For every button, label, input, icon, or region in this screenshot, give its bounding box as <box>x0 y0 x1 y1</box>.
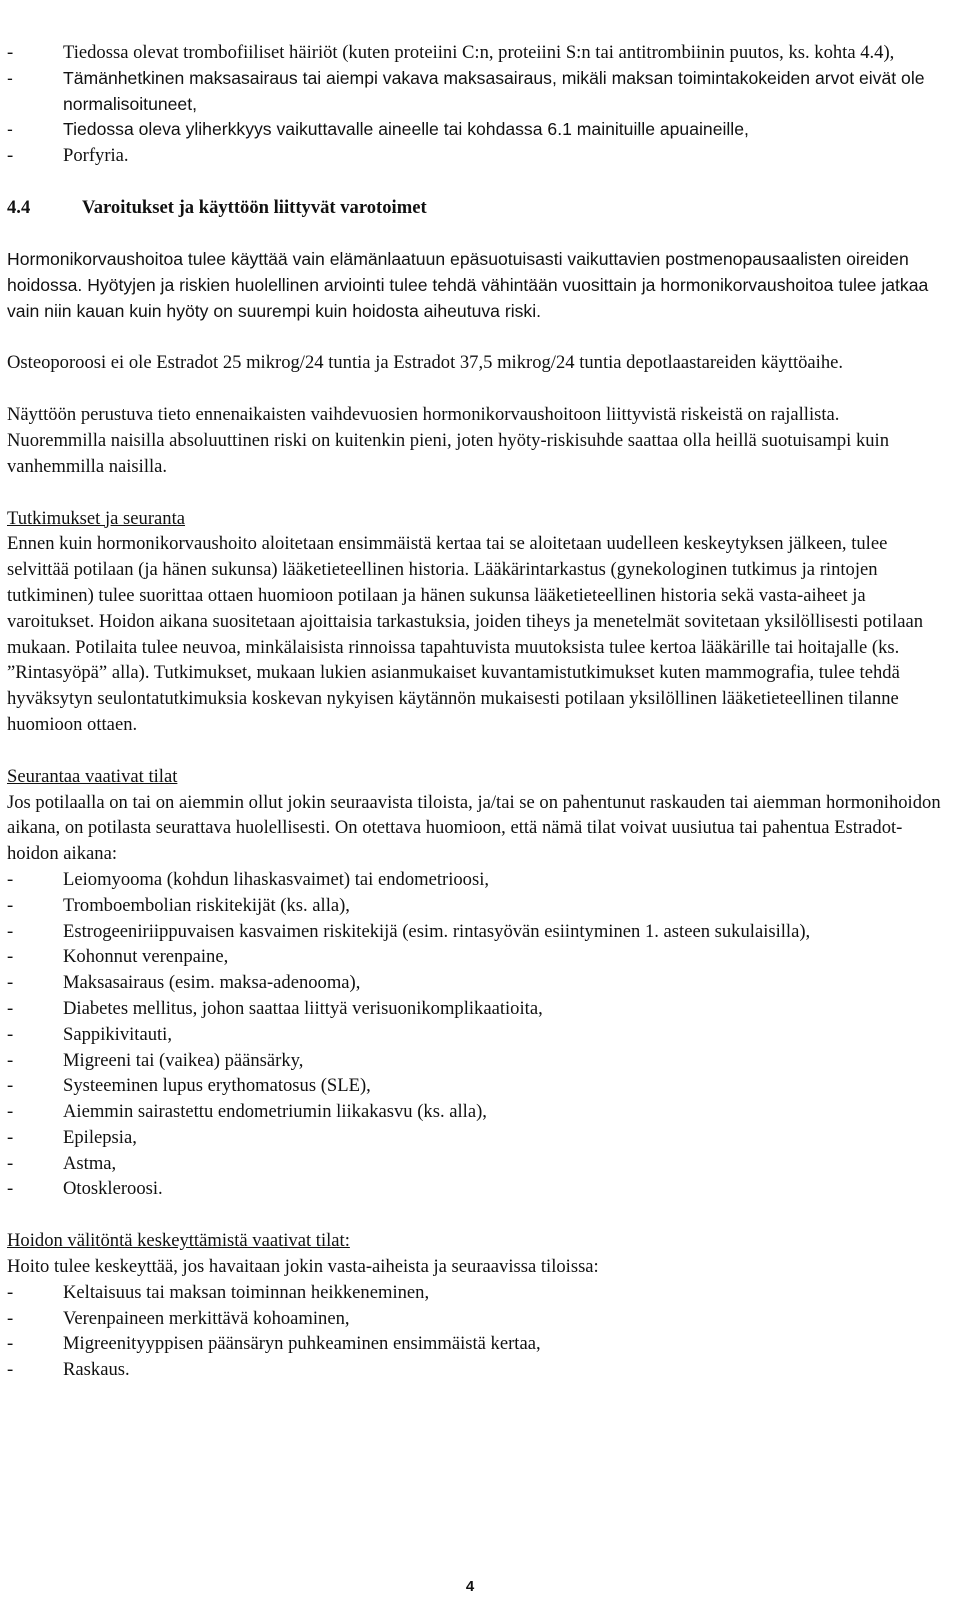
paragraph: Hormonikorvaushoitoa tulee käyttää vain elämänlaatuun epäsuotuisasti vaikuttavien postmenopausaalisten oireiden hoidossa. Hyötyjen ja riskien huolellinen arviointi tulee tehdä vähintään vuosittain ja hormonikorvaushoitoa tulee jatkaa vain niin kauan kuin hyöty on suurempi kuin hoidosta aiheutuva riski. <box>7 248 929 321</box>
paragraph: Ennen kuin hormonikorvaushoito aloitetaan ensimmäistä kertaa tai se aloitetaan uudelleen keskeytyksen jälkeen, tulee selvittää potilaan (ja hänen sukunsa) lääketieteellinen historia. Lääkärintarkastus (gynekologinen tutkimus ja rintojen tutkiminen) tulee suorittaa ottaen huomioon potilaan ja hänen sukunsa lääketieteellinen historia sekä vasta-aiheet ja varoitukset. Hoidon aikana suositetaan ajoittaisia tarkastuksia, joiden tiheys ja menetelmät sovitetaan yksilöllisesti potilaan mukaan. Potilaita tulee neuvoa, minkälaisista rinnoissa tapahtuvista muutoksista tulee kertoa lääkärille tai hoitajalle (ks. ”Rintasyöpä” alla). Tutkimukset, mukaan lukien asianmukaiset kuvantamistutkimukset kuten mammografia, tulee tehdä hyväksytyn seulontatutkimuksia koskevan nykyisen käytännön mukaisesti potilaan yksilöllinen lääketieteellinen tilanne huomioon ottaen. <box>7 533 924 735</box>
list-item: - Tromboembolian riskitekijät (ks. alla), <box>7 894 350 916</box>
list-item: - Migreeni tai (vaikea) päänsärky, <box>7 1049 304 1071</box>
list-item: - Tämänhetkinen maksasairaus tai aiempi vakava maksasairaus, mikäli maksan toimintakokeiden arvot eivät ole normalisoituneet, <box>7 67 925 114</box>
section-title: Varoitukset ja käyttöön liittyvät varotoimet <box>82 196 427 218</box>
subsection-title: Hoidon välitöntä keskeyttämistä vaativat tilat: <box>7 1230 350 1252</box>
list-item: - Keltaisuus tai maksan toiminnan heikkeneminen, <box>7 1281 430 1303</box>
list-item: - Verenpaineen merkittävä kohoaminen, <box>7 1307 350 1329</box>
contraindication-list <box>7 40 942 169</box>
section-number: 4.4 <box>7 196 31 218</box>
paragraph: Näyttöön perustuva tieto ennenaikaisten vaihdevuosien hormonikorvaushoitoon liittyvistä riskeistä on rajallista. Nuoremmilla naisilla absoluuttinen riski on kuitenkin pieni, joten hyöty-riskisuhde saattaa olla heillä suotuisampi kuin vanhemmilla naisilla. <box>7 404 890 477</box>
list-item: - Epilepsia, <box>7 1126 137 1148</box>
list-item: - Kohonnut verenpaine, <box>7 946 229 968</box>
list-item: - Otoskleroosi. <box>7 1178 163 1200</box>
list-item: - Porfyria. <box>7 145 129 167</box>
list-item: - Diabetes mellitus, johon saattaa liittyä verisuonikomplikaatioita, <box>7 997 543 1019</box>
list-item: - Leiomyooma (kohdun lihaskasvaimet) tai endometrioosi, <box>7 868 490 890</box>
section-heading <box>7 195 942 221</box>
list-item: - Systeeminen lupus erythomatosus (SLE), <box>7 1075 371 1097</box>
discontinuation-list <box>7 1280 942 1383</box>
monitoring-list <box>7 867 942 1202</box>
page-content <box>7 40 942 1383</box>
paragraph: Osteoporoosi ei ole Estradot 25 mikrog/24 tuntia ja Estradot 37,5 mikrog/24 tuntia depotlaastareiden käyttöaihe. <box>7 352 844 374</box>
subsection-title: Tutkimukset ja seuranta <box>7 507 186 529</box>
list-item: - Aiemmin sairastettu endometriumin liikakasvu (ks. alla), <box>7 1101 487 1123</box>
list-item: - Migreenityyppisen päänsäryn puhkeaminen ensimmäistä kertaa, <box>7 1333 541 1355</box>
list-item: - Estrogeeniriippuvaisen kasvaimen riskitekijä (esim. rintasyövän esiintyminen 1. asteen sukulaisilla), <box>7 920 811 942</box>
list-item: - Raskaus. <box>7 1359 130 1381</box>
subsection-title: Seurantaa vaativat tilat <box>7 765 178 787</box>
list-item: - Tiedossa oleva yliherkkyys vaikuttavalle aineelle tai kohdassa 6.1 mainituille apuaineille, <box>7 119 749 140</box>
list-item: - Sappikivitauti, <box>7 1023 172 1045</box>
page-number: 4 <box>465 1578 475 1595</box>
list-item: - Tiedossa olevat trombofiiliset häiriöt (kuten proteiini C:n, proteiini S:n tai antitrombiinin puutos, ks. kohta 4.4), <box>7 42 895 63</box>
list-item: - Astma, <box>7 1152 117 1174</box>
list-item: - Maksasairaus (esim. maksa-adenooma), <box>7 972 361 994</box>
paragraph: Jos potilaalla on tai on aiemmin ollut jokin seuraavista tiloista, ja/tai se on pahentunut raskauden tai aiemman hormonihoidon aikana, on potilasta seurattava huolellisesti. On otettava huomioon, että nämä tilat voivat uusiutua tai pahentua Estradot-hoidon aikana: <box>7 791 941 865</box>
paragraph: Hoito tulee keskeyttää, jos havaitaan jokin vasta-aiheista ja seuraavissa tiloissa: <box>7 1256 599 1278</box>
